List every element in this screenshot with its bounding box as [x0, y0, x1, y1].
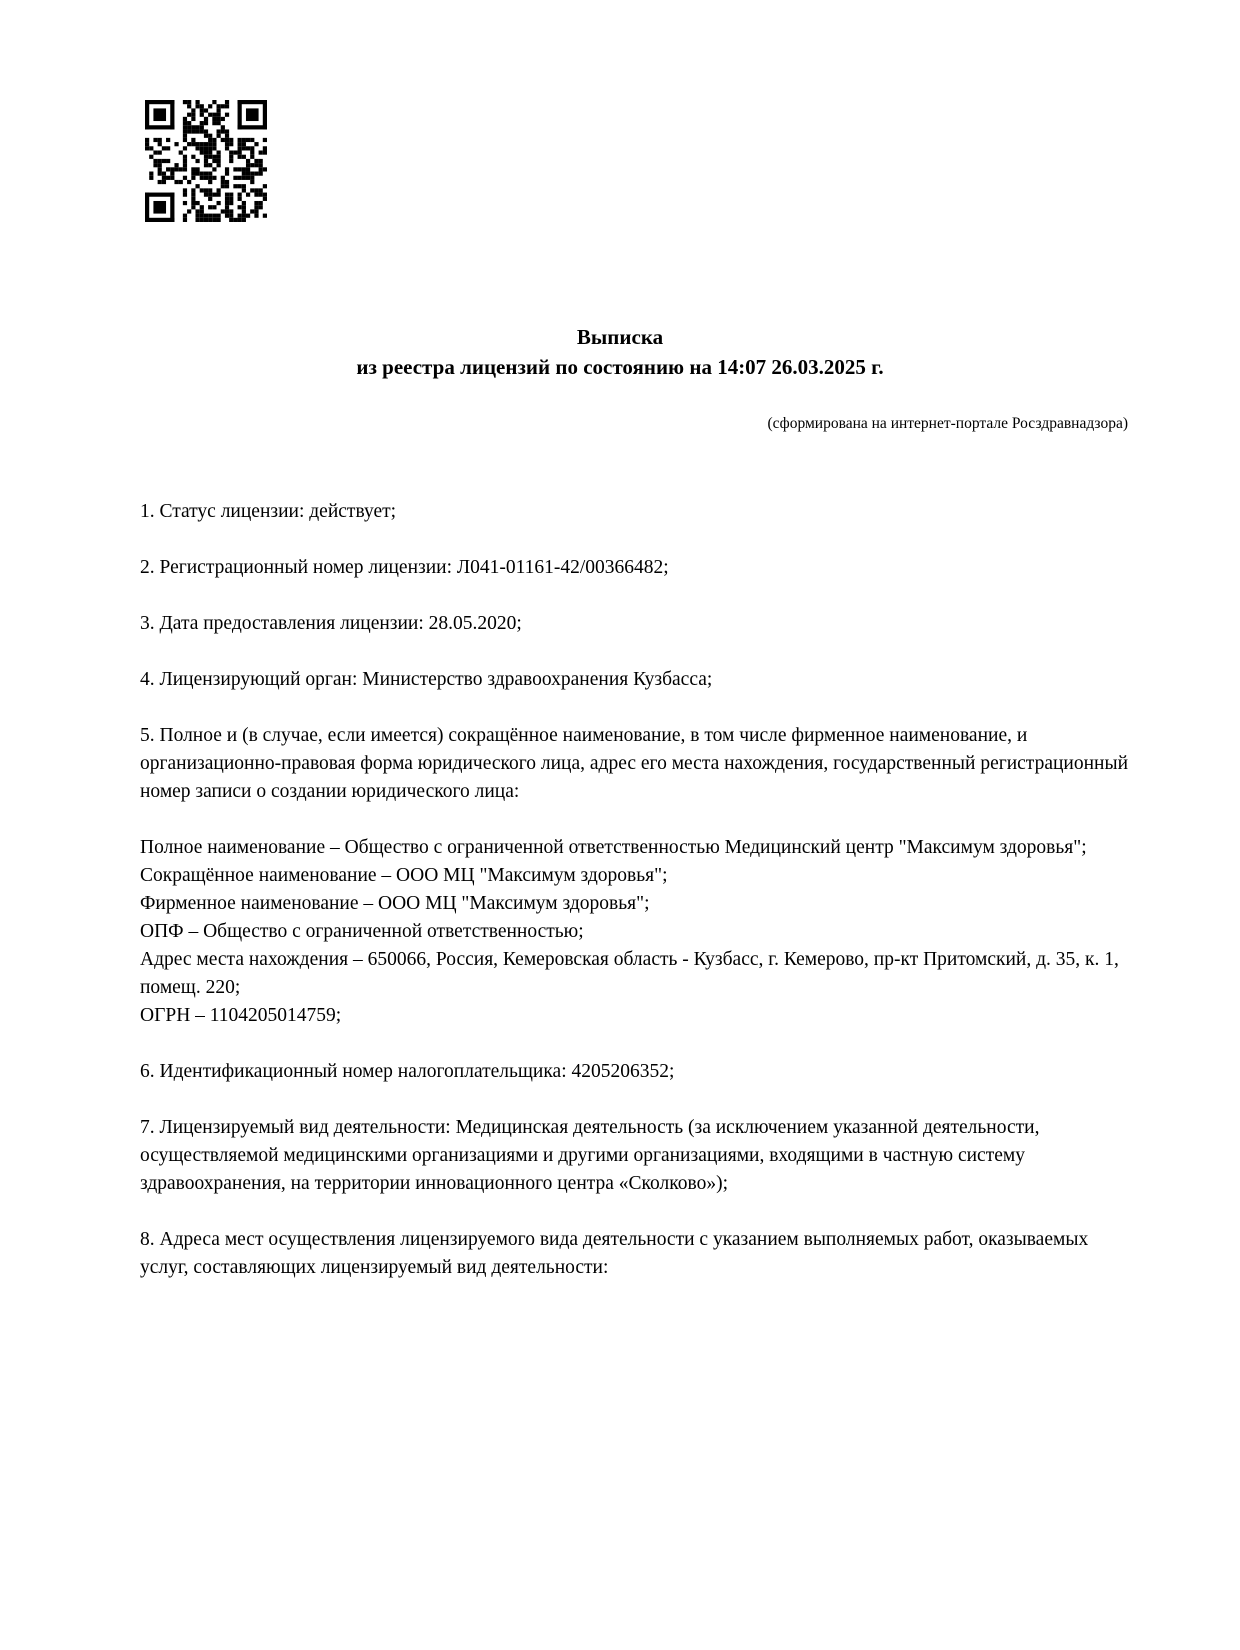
paragraph-activity-addresses: 8. Адреса мест осуществления лицензируемого вида деятельности с указанием выполняемых работ, оказываемых услуг, составляющих лицензируемый вид деятельности: — [140, 1229, 1089, 1278]
detail-ogrn: ОГРН – 1104205014759; — [140, 1005, 342, 1026]
detail-brand-name: Фирменное наименование – ООО МЦ "Максимум здоровья"; — [140, 893, 650, 914]
entity-details-block — [140, 834, 1128, 1030]
paragraph-entity-intro: 5. Полное и (в случае, если имеется) сокращённое наименование, в том числе фирменное наименование, и организационно-правовая форма юридического лица, адрес его места нахождения, государственный регистрационный номер записи о создании юридического лица: — [140, 725, 1129, 802]
detail-legal-form: ОПФ – Общество с ограниченной ответственностью; — [140, 921, 584, 942]
qr-code-icon — [145, 100, 267, 222]
paragraph-inn: 6. Идентификационный номер налогоплательщика: 4205206352; — [140, 1061, 675, 1082]
paragraph-reg-number: 2. Регистрационный номер лицензии: Л041-01161-42/00366482; — [140, 557, 669, 578]
detail-short-name: Сокращённое наименование – ООО МЦ "Максимум здоровья"; — [140, 865, 668, 886]
paragraph-licensing-authority: 4. Лицензирующий орган: Министерство здравоохранения Кузбасса; — [140, 669, 713, 690]
paragraph-status: 1. Статус лицензии: действует; — [140, 501, 397, 522]
portal-note: (сформирована на интернет-портале Росздравнадзора) — [767, 415, 1128, 432]
title-line-2: из реестра лицензий по состоянию на 14:07 26.03.2025 г. — [356, 355, 884, 379]
detail-address: Адрес места нахождения – 650066, Россия, Кемеровская область - Кузбасс, г. Кемерово, пр-кт Притомский, д. 35, к. 1, помещ. 220; — [140, 949, 1119, 998]
title-line-1: Выписка — [576, 325, 664, 349]
document-title — [0, 322, 1240, 382]
paragraph-issue-date: 3. Дата предоставления лицензии: 28.05.2020; — [140, 613, 522, 634]
document-body — [140, 498, 1128, 1310]
paragraph-activity-type: 7. Лицензируемый вид деятельности: Медицинская деятельность (за исключением указанной деятельности, осуществляемой медицинскими организациями и другими организациями, входящими в частную систему здравоохранения, на территории инновационного центра «Сколково»); — [140, 1117, 1040, 1194]
detail-full-name: Полное наименование – Общество с ограниченной ответственностью Медицинский центр "Максимум здоровья"; — [140, 837, 1087, 858]
